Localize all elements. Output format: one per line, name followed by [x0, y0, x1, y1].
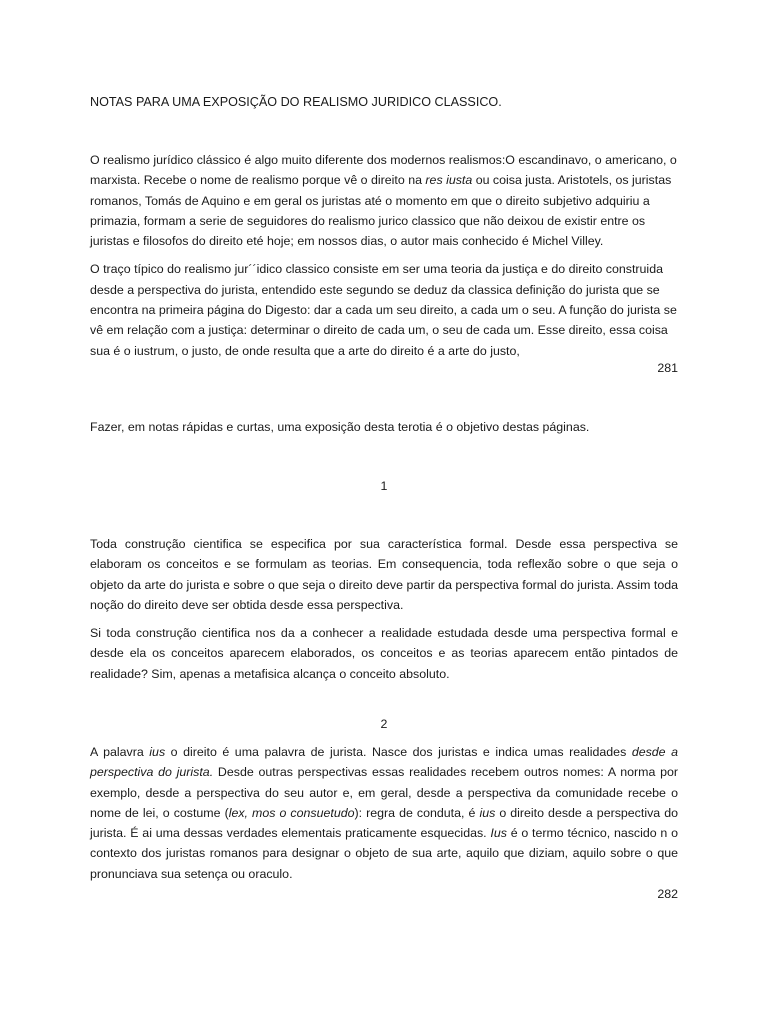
intro-paragraph-1 [90, 150, 678, 251]
italic-term: desde a perspectiva do jurista. [90, 745, 678, 780]
page-number: 282 [657, 887, 678, 901]
document-title: NOTAS PARA UMA EXPOSIÇÃO DO REALISMO JURIDICO CLASSICO. [90, 95, 502, 109]
section-1-paragraph-2: Si toda construção cientifica nos da a conhecer a realidade estudada desde uma perspectiva formal e desde ela os conceitos aparecem elaborados, os conceitos e as teorias aparecem então pintados de realidade? Sim, apenas a metafisica alcança o conceito absoluto. [90, 626, 678, 681]
italic-term: res iusta [425, 173, 473, 188]
italic-term: Ius [490, 826, 507, 841]
text-run: ): regra de conduta, é [354, 805, 480, 820]
intro-paragraph-2: O traço típico do realismo jur´´idico classico consiste em ser uma teoria da justiça e do direito construida desde a perspectiva do jurista, entendido este segundo se deduz da classica definição do jurista que se encontra na primeira página do Digesto: dar a cada um seu direito, a cada um o seu. A função do jurista se vê em relação com a justiça: determinar o direito de cada um, o seu de cada um. Esse direito, essa coisa sua é o iustrum, o justo, de onde resulta que a arte do direito é a arte do justo, [90, 262, 677, 358]
objective-text: Fazer, em notas rápidas e curtas, uma exposição desta terotia é o objetivo destas páginas. [90, 420, 590, 434]
section-2 [90, 742, 678, 884]
text-run: é o termo técnico, nascido n o contexto dos juristas romanos para designar o objeto de sua arte, aquilo que diziam, aquilo sobre o que pronunciava sua setença ou oraculo. [90, 826, 678, 881]
italic-term: lex, mos o consuetudo [228, 805, 355, 820]
section-number: 1 [380, 479, 388, 493]
section-1-paragraph-1: Toda construção cientifica se especifica por sua característica formal. Desde essa perspectiva se elaboram os conceitos e se formulam as teorias. Em consequencia, toda reflexão sobre o que seja o objeto da arte do jurista e sobre o que seja o direito deve partir da perspectiva formal do jurista. Assim toda noção do direito deve ser obtida desde essa perspectiva. [90, 537, 678, 612]
section-number: 2 [380, 717, 388, 731]
document-page [90, 0, 678, 1024]
text-run: O realismo jurídico clássico é algo muito diferente dos modernos realismos:O escandinavo, o americano, o marxista. Recebe o nome de realismo porque vê o direito na [90, 153, 677, 188]
text-run: Desde outras perspectivas essas realidades recebem outros nomes: A norma por exemplo, desde a perspectiva do seu autor e, em geral, desde a perspectiva da comunidade recebe o nome de lei, o costume ( [90, 765, 678, 820]
text-run: ou coisa justa. Aristotels, os juristas romanos, Tomás de Aquino e em geral os juristas até o momento em que o direito subjetivo adquiriu a primazia, formam a serie de seguidores do realismo jurico classico que não deixou de existir entre os juristas e filosofos do direito eté hoje; em nossos dias, o autor mais conhecido é Michel Villey. [90, 173, 672, 249]
text-run: o direito é uma palavra de jurista. Nasce dos juristas e indica umas realidades [165, 745, 632, 759]
objective-paragraph [90, 417, 678, 437]
page-number: 281 [657, 361, 678, 375]
section-2-paragraph-1 [90, 742, 678, 884]
intro-section [90, 150, 678, 361]
italic-term: ius [479, 805, 496, 820]
section-1 [90, 534, 678, 684]
text-run: o direito desde a perspectiva do jurista. É ai uma dessas verdades elementais praticamente esquecidas. [90, 805, 678, 841]
italic-term: ius [149, 745, 166, 759]
text-run: A palavra [90, 745, 150, 759]
